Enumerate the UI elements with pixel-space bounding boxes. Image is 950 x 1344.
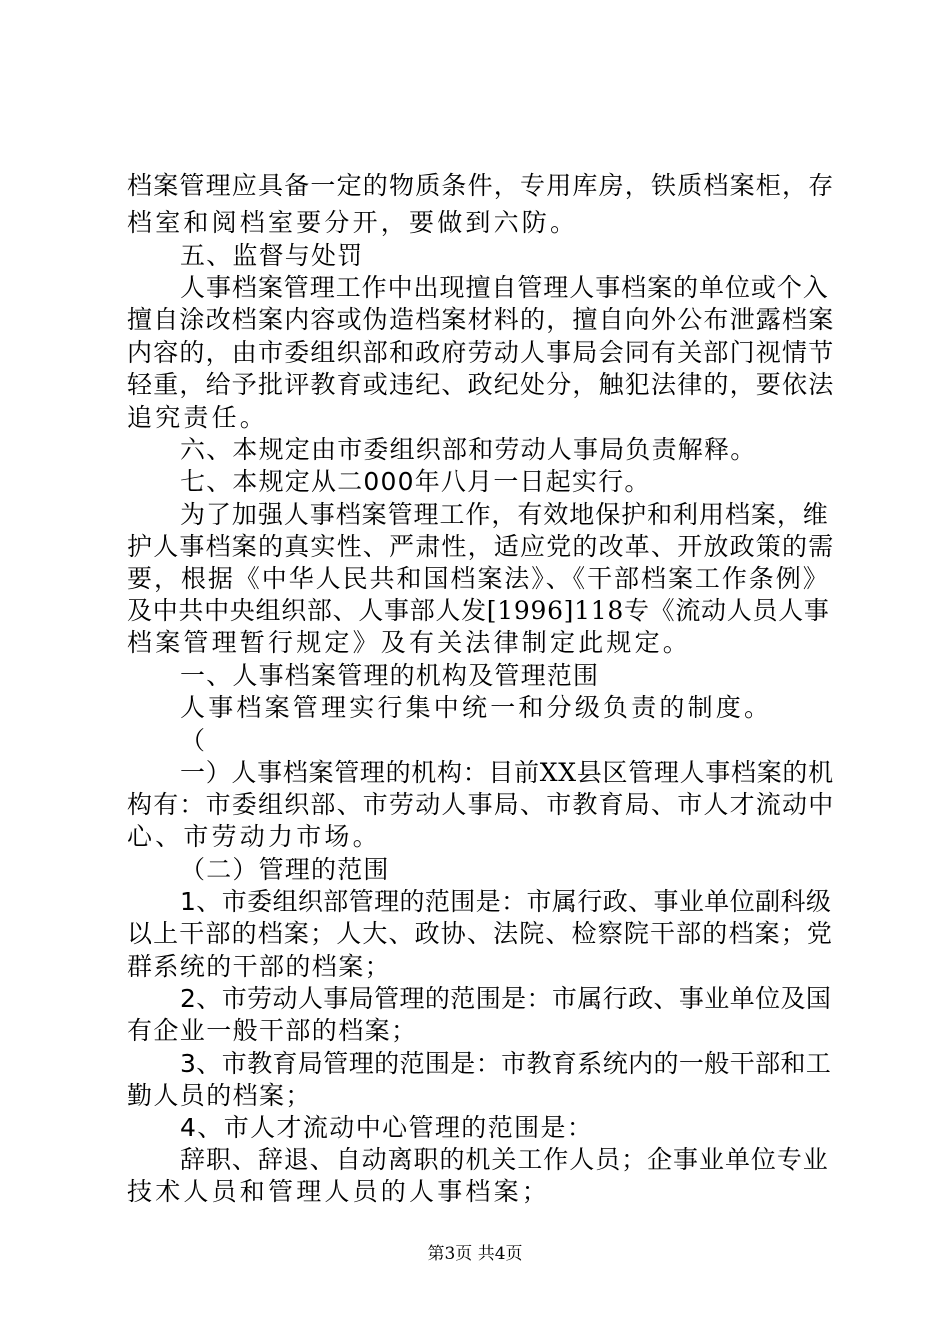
- body-text-line: 1、市委组织部管理的范围是：市属行政、事业单位副科级: [180, 887, 832, 916]
- body-text-line: 擅自涂改档案内容或伪造档案材料的，擅自向外公布泄露档案: [127, 305, 835, 334]
- section-heading: 五、监督与处罚: [180, 241, 364, 270]
- body-text-line: 群系统的干部的档案；: [127, 952, 392, 981]
- body-text-line: 护人事档案的真实性、严肃性，适应党的改革、开放政策的需: [127, 532, 835, 561]
- section-heading: 七、本规定从二000年八月一日起实行。: [180, 467, 651, 496]
- body-text-line: 人事档案管理实行集中统一和分级负责的制度。: [180, 693, 773, 722]
- section-heading: 一、人事档案管理的机构及管理范围: [180, 661, 600, 690]
- section-heading: 六、本规定由市委组织部和劳动人事局负责解释。: [180, 435, 757, 464]
- body-text-line: （: [180, 726, 209, 755]
- body-text-line: 一）人事档案管理的机构：目前XX县区管理人事档案的机: [180, 758, 834, 787]
- body-text-line: 3、市教育局管理的范围是：市教育系统内的一般干部和工: [180, 1049, 832, 1078]
- body-text-line: 人事档案管理工作中出现擅自管理人事档案的单位或个入: [180, 273, 829, 302]
- body-text-line: 及中共中央组织部、人事部人发[1996]118专《流动人员人事: [127, 596, 830, 625]
- body-text-line: 追究责任。: [127, 403, 269, 432]
- body-text-line: 勤人员的档案；: [127, 1081, 312, 1110]
- body-text-line: 技术人员和管理人员的人事档案；: [127, 1177, 551, 1206]
- body-text-line: 心、市劳动力市场。: [127, 822, 381, 851]
- page-number-label: 第3页 共4页: [427, 1244, 523, 1264]
- body-text-line: 为了加强人事档案管理工作，有效地保护和利用档案，维: [180, 500, 829, 529]
- body-text-line: 辞职、辞退、自动离职的机关工作人员；企事业单位专业: [180, 1145, 829, 1174]
- body-text-line: 4、市人才流动中心管理的范围是：: [180, 1113, 594, 1142]
- section-heading: （二）管理的范围: [180, 855, 390, 884]
- page-footer: [0, 1243, 950, 1265]
- body-text-line: 要，根据《中华人民共和国档案法》、《干部档案工作条例》: [127, 564, 830, 593]
- body-text-line: 档案管理应具备一定的物质条件，专用库房，铁质档案柜，存: [127, 171, 835, 200]
- body-text-line: 构有：市委组织部、市劳动人事局、市教育局、市人才流动中: [127, 790, 835, 819]
- body-text-line: 轻重，给予批评教育或违纪、政纪处分，触犯法律的，要依法: [127, 370, 835, 399]
- body-text-line: 档室和阅档室要分开，要做到六防。: [127, 208, 579, 237]
- body-text-line: 以上干部的档案；人大、政协、法院、检察院干部的档案；党: [127, 919, 834, 948]
- body-text-line: 档案管理暂行规定》及有关法律制定此规定。: [127, 628, 692, 657]
- body-text-line: 2、市劳动人事局管理的范围是：市属行政、事业单位及国: [180, 984, 832, 1013]
- body-text-line: 有企业一般干部的档案；: [127, 1016, 418, 1045]
- body-text-line: 内容的，由市委组织部和政府劳动人事局会同有关部门视情节: [127, 338, 835, 367]
